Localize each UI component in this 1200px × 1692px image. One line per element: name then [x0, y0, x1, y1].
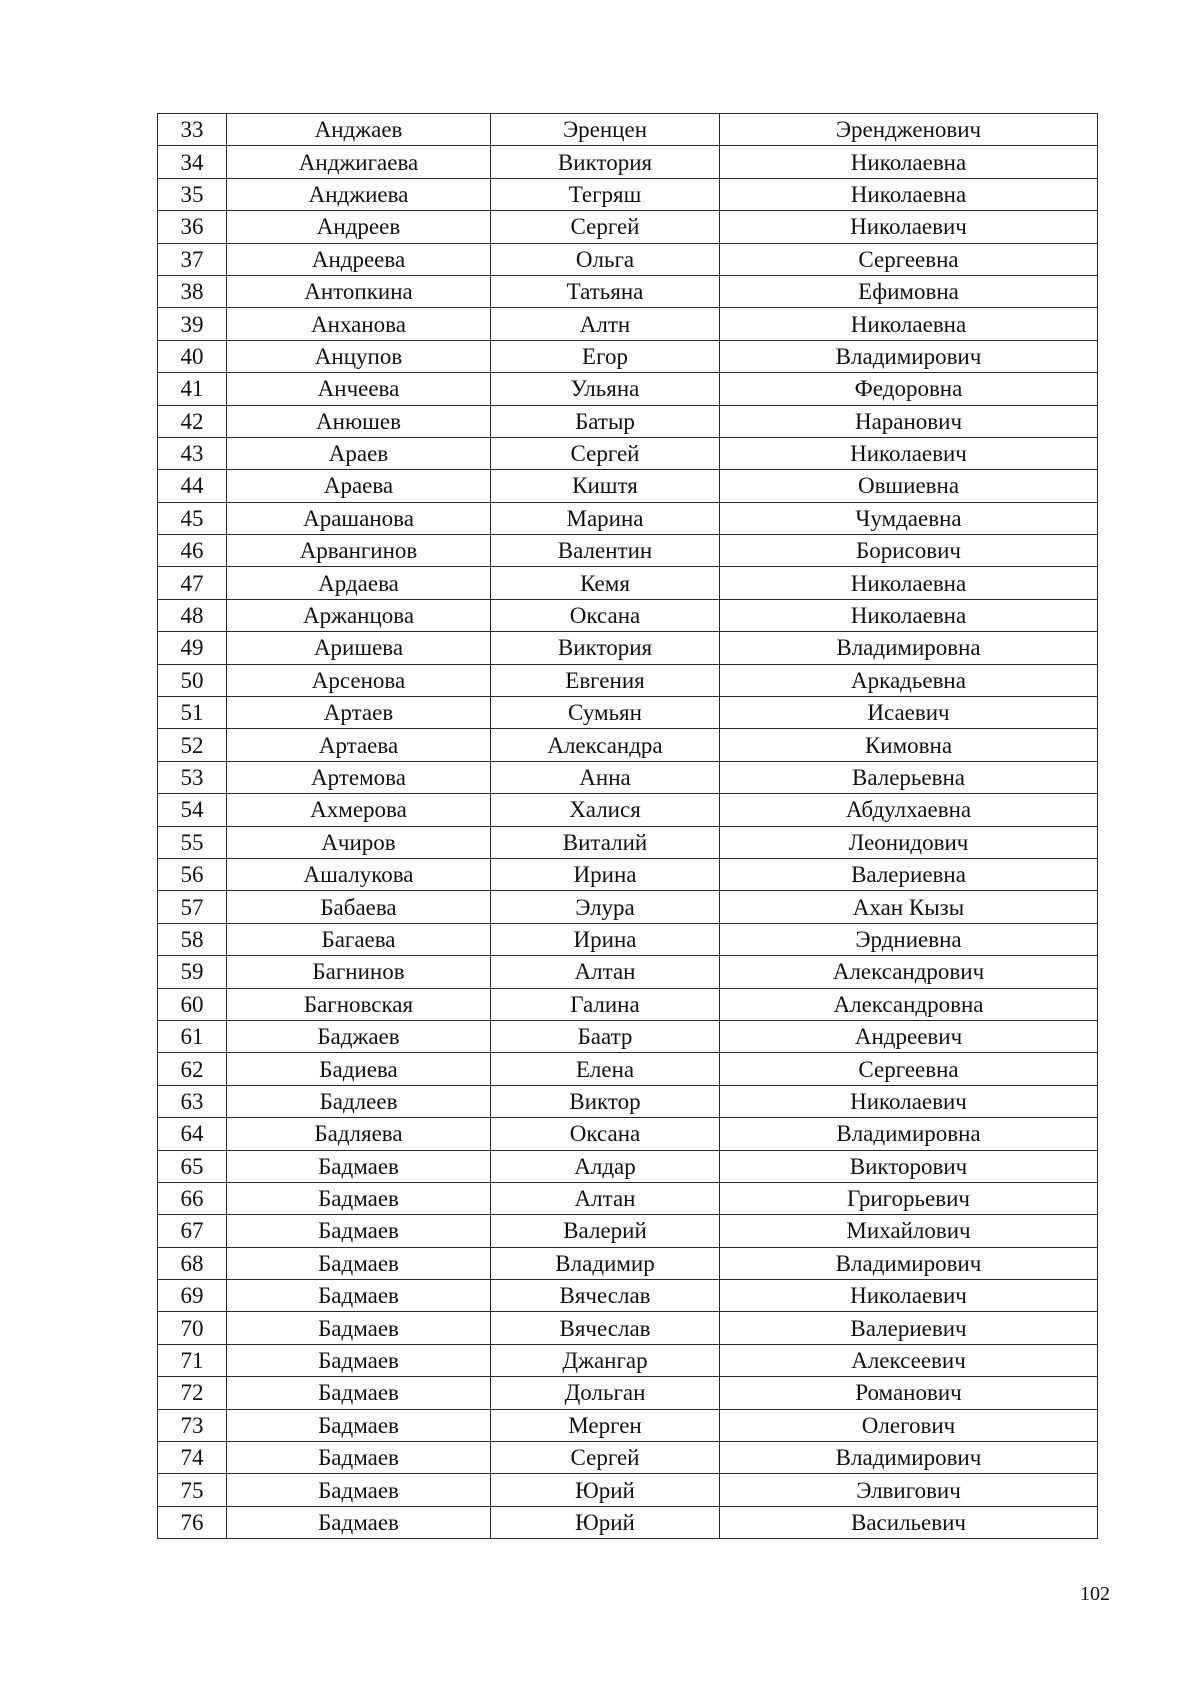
first-name-cell: Алтан [491, 956, 720, 988]
table-row [158, 1118, 1098, 1150]
last-name-cell: Бадмаев [227, 1409, 491, 1441]
table-row [158, 1280, 1098, 1312]
patronymic-cell: Олегович [720, 1409, 1098, 1441]
patronymic-cell: Александрович [720, 956, 1098, 988]
first-name-cell: Александра [491, 729, 720, 761]
last-name-cell: Андреев [227, 211, 491, 243]
table-row [158, 988, 1098, 1020]
table-row [158, 632, 1098, 664]
last-name-cell: Бабаева [227, 891, 491, 923]
row-number-cell: 56 [158, 858, 227, 890]
row-number-cell: 33 [158, 114, 227, 146]
first-name-cell: Татьяна [491, 275, 720, 307]
first-name-cell: Валентин [491, 535, 720, 567]
last-name-cell: Анджигаева [227, 146, 491, 178]
last-name-cell: Бадмаев [227, 1442, 491, 1474]
patronymic-cell: Николаевна [720, 599, 1098, 631]
first-name-cell: Киштя [491, 470, 720, 502]
patronymic-cell: Эрендженович [720, 114, 1098, 146]
table-row [158, 1506, 1098, 1538]
first-name-cell: Сергей [491, 211, 720, 243]
table-row [158, 599, 1098, 631]
table-row [158, 1377, 1098, 1409]
table-row [158, 1247, 1098, 1279]
row-number-cell: 43 [158, 437, 227, 469]
first-name-cell: Юрий [491, 1506, 720, 1538]
patronymic-cell: Николаевич [720, 1085, 1098, 1117]
row-number-cell: 67 [158, 1215, 227, 1247]
patronymic-cell: Сергеевна [720, 243, 1098, 275]
last-name-cell: Ахмерова [227, 794, 491, 826]
patronymic-cell: Федоровна [720, 373, 1098, 405]
row-number-cell: 62 [158, 1053, 227, 1085]
first-name-cell: Галина [491, 988, 720, 1020]
table-row [158, 1312, 1098, 1344]
last-name-cell: Артаев [227, 697, 491, 729]
last-name-cell: Бадмаев [227, 1344, 491, 1376]
table-row [158, 858, 1098, 890]
row-number-cell: 71 [158, 1344, 227, 1376]
patronymic-cell: Чумдаевна [720, 502, 1098, 534]
table-row [158, 1344, 1098, 1376]
row-number-cell: 50 [158, 664, 227, 696]
patronymic-cell: Валериевич [720, 1312, 1098, 1344]
row-number-cell: 60 [158, 988, 227, 1020]
patronymic-cell: Николаевна [720, 146, 1098, 178]
patronymic-cell: Владимирович [720, 1442, 1098, 1474]
table-row [158, 275, 1098, 307]
table-row [158, 761, 1098, 793]
last-name-cell: Анцупов [227, 340, 491, 372]
row-number-cell: 58 [158, 923, 227, 955]
first-name-cell: Виктория [491, 632, 720, 664]
last-name-cell: Аржанцова [227, 599, 491, 631]
table-row [158, 243, 1098, 275]
first-name-cell: Ирина [491, 858, 720, 890]
row-number-cell: 53 [158, 761, 227, 793]
row-number-cell: 54 [158, 794, 227, 826]
row-number-cell: 57 [158, 891, 227, 923]
row-number-cell: 49 [158, 632, 227, 664]
last-name-cell: Баджаев [227, 1020, 491, 1052]
first-name-cell: Алтан [491, 1182, 720, 1214]
patronymic-cell: Викторович [720, 1150, 1098, 1182]
row-number-cell: 52 [158, 729, 227, 761]
page-number: 102 [1080, 1583, 1110, 1605]
last-name-cell: Бадмаев [227, 1377, 491, 1409]
patronymic-cell: Овшиевна [720, 470, 1098, 502]
table-row [158, 1085, 1098, 1117]
first-name-cell: Оксана [491, 599, 720, 631]
patronymic-cell: Александровна [720, 988, 1098, 1020]
table-row [158, 502, 1098, 534]
table-row [158, 470, 1098, 502]
patronymic-cell: Николаевич [720, 1280, 1098, 1312]
patronymic-cell: Андреевич [720, 1020, 1098, 1052]
table-row [158, 308, 1098, 340]
patronymic-cell: Валерьевна [720, 761, 1098, 793]
table-row [158, 794, 1098, 826]
first-name-cell: Джангар [491, 1344, 720, 1376]
row-number-cell: 47 [158, 567, 227, 599]
row-number-cell: 65 [158, 1150, 227, 1182]
patronymic-cell: Элвигович [720, 1474, 1098, 1506]
patronymic-cell: Николаевна [720, 567, 1098, 599]
row-number-cell: 48 [158, 599, 227, 631]
row-number-cell: 35 [158, 178, 227, 210]
first-name-cell: Елена [491, 1053, 720, 1085]
row-number-cell: 39 [158, 308, 227, 340]
table-row [158, 405, 1098, 437]
patronymic-cell: Николаевна [720, 308, 1098, 340]
table-row [158, 1020, 1098, 1052]
table-row [158, 437, 1098, 469]
roster-table [157, 113, 1098, 1539]
patronymic-cell: Валериевна [720, 858, 1098, 890]
row-number-cell: 66 [158, 1182, 227, 1214]
row-number-cell: 63 [158, 1085, 227, 1117]
first-name-cell: Кемя [491, 567, 720, 599]
table-row [158, 211, 1098, 243]
last-name-cell: Аришева [227, 632, 491, 664]
last-name-cell: Бадляева [227, 1118, 491, 1150]
row-number-cell: 68 [158, 1247, 227, 1279]
last-name-cell: Багновская [227, 988, 491, 1020]
row-number-cell: 76 [158, 1506, 227, 1538]
last-name-cell: Андреева [227, 243, 491, 275]
last-name-cell: Арвангинов [227, 535, 491, 567]
first-name-cell: Юрий [491, 1474, 720, 1506]
patronymic-cell: Борисович [720, 535, 1098, 567]
row-number-cell: 59 [158, 956, 227, 988]
patronymic-cell: Владимирович [720, 340, 1098, 372]
table-row [158, 1442, 1098, 1474]
last-name-cell: Ардаева [227, 567, 491, 599]
row-number-cell: 73 [158, 1409, 227, 1441]
table-row [158, 923, 1098, 955]
row-number-cell: 72 [158, 1377, 227, 1409]
row-number-cell: 40 [158, 340, 227, 372]
patronymic-cell: Романович [720, 1377, 1098, 1409]
table-row [158, 373, 1098, 405]
last-name-cell: Бадмаев [227, 1280, 491, 1312]
row-number-cell: 38 [158, 275, 227, 307]
last-name-cell: Антопкина [227, 275, 491, 307]
first-name-cell: Валерий [491, 1215, 720, 1247]
last-name-cell: Бадиева [227, 1053, 491, 1085]
row-number-cell: 46 [158, 535, 227, 567]
first-name-cell: Ирина [491, 923, 720, 955]
first-name-cell: Халися [491, 794, 720, 826]
first-name-cell: Сумьян [491, 697, 720, 729]
last-name-cell: Ачиров [227, 826, 491, 858]
patronymic-cell: Кимовна [720, 729, 1098, 761]
table-row [158, 956, 1098, 988]
first-name-cell: Оксана [491, 1118, 720, 1150]
row-number-cell: 44 [158, 470, 227, 502]
first-name-cell: Сергей [491, 1442, 720, 1474]
patronymic-cell: Алексеевич [720, 1344, 1098, 1376]
patronymic-cell: Николаевич [720, 437, 1098, 469]
table-row [158, 1215, 1098, 1247]
row-number-cell: 37 [158, 243, 227, 275]
first-name-cell: Виктория [491, 146, 720, 178]
patronymic-cell: Николаевна [720, 178, 1098, 210]
row-number-cell: 34 [158, 146, 227, 178]
last-name-cell: Араева [227, 470, 491, 502]
first-name-cell: Анна [491, 761, 720, 793]
last-name-cell: Артемова [227, 761, 491, 793]
first-name-cell: Дольган [491, 1377, 720, 1409]
table-row [158, 146, 1098, 178]
row-number-cell: 36 [158, 211, 227, 243]
row-number-cell: 45 [158, 502, 227, 534]
first-name-cell: Алдар [491, 1150, 720, 1182]
row-number-cell: 75 [158, 1474, 227, 1506]
table-row [158, 1474, 1098, 1506]
patronymic-cell: Исаевич [720, 697, 1098, 729]
row-number-cell: 41 [158, 373, 227, 405]
patronymic-cell: Владимирович [720, 1247, 1098, 1279]
first-name-cell: Сергей [491, 437, 720, 469]
last-name-cell: Багаева [227, 923, 491, 955]
last-name-cell: Бадмаев [227, 1506, 491, 1538]
first-name-cell: Элура [491, 891, 720, 923]
last-name-cell: Багнинов [227, 956, 491, 988]
table-row [158, 729, 1098, 761]
last-name-cell: Анджаев [227, 114, 491, 146]
first-name-cell: Ульяна [491, 373, 720, 405]
last-name-cell: Бадлеев [227, 1085, 491, 1117]
table-row [158, 826, 1098, 858]
last-name-cell: Анчеева [227, 373, 491, 405]
first-name-cell: Ольга [491, 243, 720, 275]
patronymic-cell: Сергеевна [720, 1053, 1098, 1085]
table-row [158, 1053, 1098, 1085]
last-name-cell: Ашалукова [227, 858, 491, 890]
first-name-cell: Виталий [491, 826, 720, 858]
patronymic-cell: Леонидович [720, 826, 1098, 858]
table-row [158, 535, 1098, 567]
row-number-cell: 42 [158, 405, 227, 437]
last-name-cell: Бадмаев [227, 1182, 491, 1214]
first-name-cell: Виктор [491, 1085, 720, 1117]
patronymic-cell: Эрдниевна [720, 923, 1098, 955]
table-row [158, 1409, 1098, 1441]
row-number-cell: 61 [158, 1020, 227, 1052]
first-name-cell: Баатр [491, 1020, 720, 1052]
patronymic-cell: Наранович [720, 405, 1098, 437]
row-number-cell: 51 [158, 697, 227, 729]
table-row [158, 1150, 1098, 1182]
roster-table-body [158, 114, 1098, 1539]
patronymic-cell: Ахан Кызы [720, 891, 1098, 923]
last-name-cell: Арсенова [227, 664, 491, 696]
patronymic-cell: Михайлович [720, 1215, 1098, 1247]
first-name-cell: Мерген [491, 1409, 720, 1441]
patronymic-cell: Владимировна [720, 1118, 1098, 1150]
first-name-cell: Марина [491, 502, 720, 534]
last-name-cell: Бадмаев [227, 1247, 491, 1279]
last-name-cell: Артаева [227, 729, 491, 761]
last-name-cell: Бадмаев [227, 1474, 491, 1506]
last-name-cell: Араев [227, 437, 491, 469]
patronymic-cell: Владимировна [720, 632, 1098, 664]
last-name-cell: Бадмаев [227, 1312, 491, 1344]
last-name-cell: Арашанова [227, 502, 491, 534]
first-name-cell: Вячеслав [491, 1312, 720, 1344]
first-name-cell: Алтн [491, 308, 720, 340]
patronymic-cell: Григорьевич [720, 1182, 1098, 1214]
patronymic-cell: Васильевич [720, 1506, 1098, 1538]
row-number-cell: 64 [158, 1118, 227, 1150]
table-row [158, 891, 1098, 923]
last-name-cell: Анханова [227, 308, 491, 340]
table-row [158, 664, 1098, 696]
row-number-cell: 55 [158, 826, 227, 858]
row-number-cell: 70 [158, 1312, 227, 1344]
table-row [158, 178, 1098, 210]
table-row [158, 340, 1098, 372]
last-name-cell: Бадмаев [227, 1215, 491, 1247]
table-row [158, 114, 1098, 146]
last-name-cell: Анджиева [227, 178, 491, 210]
patronymic-cell: Николаевич [720, 211, 1098, 243]
first-name-cell: Тегряш [491, 178, 720, 210]
first-name-cell: Евгения [491, 664, 720, 696]
first-name-cell: Батыр [491, 405, 720, 437]
row-number-cell: 74 [158, 1442, 227, 1474]
table-row [158, 697, 1098, 729]
last-name-cell: Бадмаев [227, 1150, 491, 1182]
patronymic-cell: Аркадьевна [720, 664, 1098, 696]
patronymic-cell: Абдулхаевна [720, 794, 1098, 826]
first-name-cell: Егор [491, 340, 720, 372]
table-row [158, 1182, 1098, 1214]
first-name-cell: Вячеслав [491, 1280, 720, 1312]
first-name-cell: Эренцен [491, 114, 720, 146]
patronymic-cell: Ефимовна [720, 275, 1098, 307]
table-row [158, 567, 1098, 599]
first-name-cell: Владимир [491, 1247, 720, 1279]
last-name-cell: Анюшев [227, 405, 491, 437]
row-number-cell: 69 [158, 1280, 227, 1312]
